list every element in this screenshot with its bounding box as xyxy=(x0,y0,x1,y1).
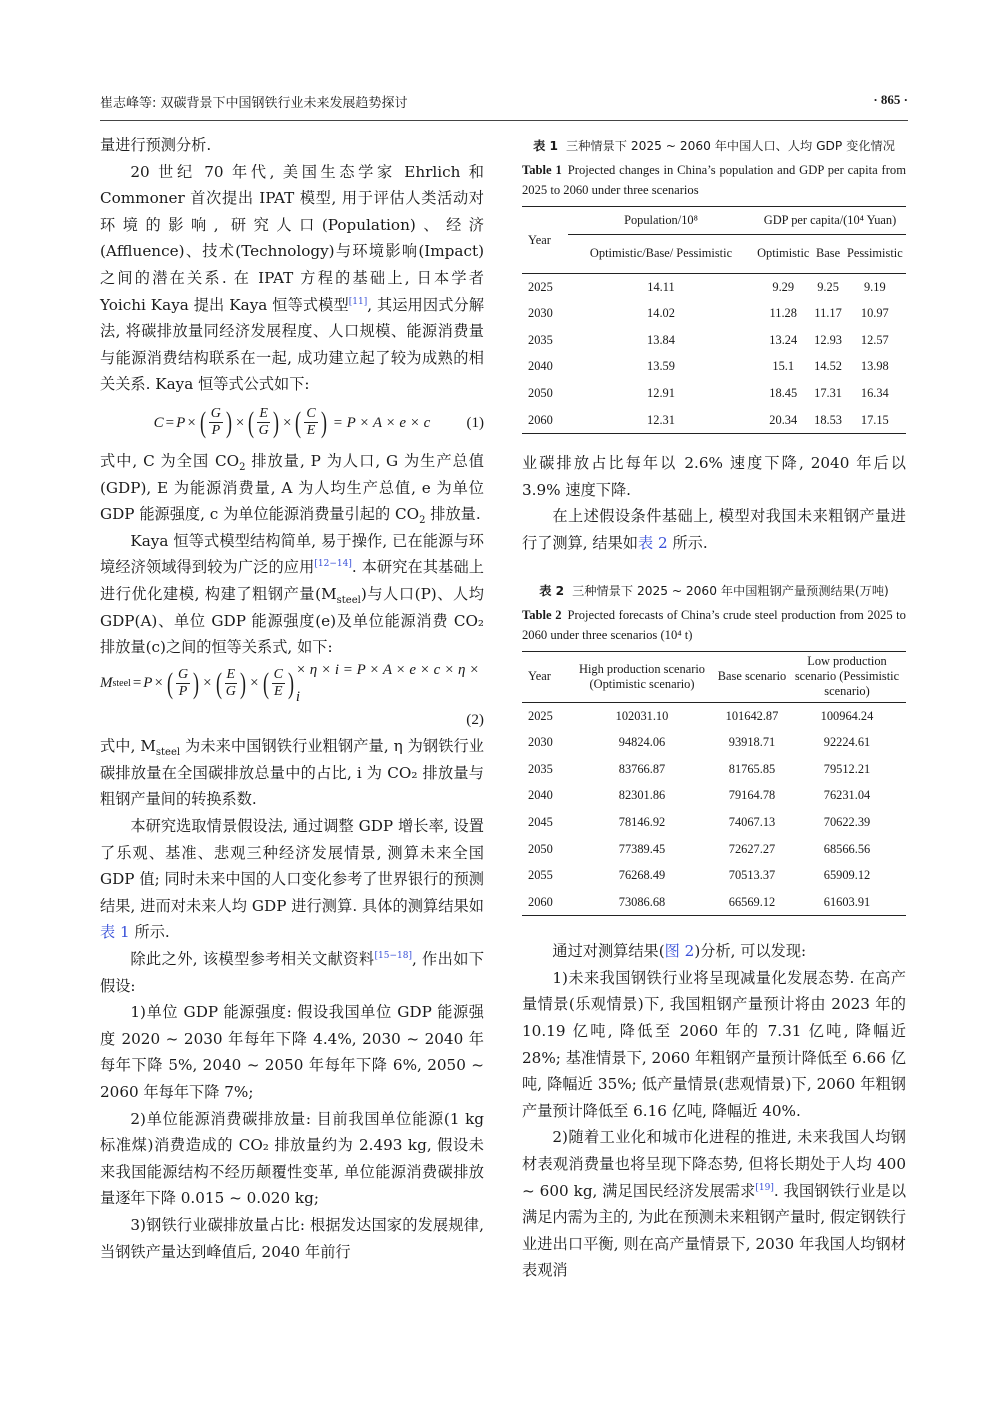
cell-population: 13.84 xyxy=(647,332,675,347)
text: . 我国钢铁行业是以满足内需为主的, 为此在预测未来粗钢产量时, 假定钢铁行业进出口平衡, 则在高产量情景下, 2030 年我国人均钢材表观消 xyxy=(522,1181,907,1280)
caption-label: Table 1 xyxy=(522,163,562,177)
text: 在上述假设条件基础上, 模型对我国未来粗钢产量进行了测算, 结果如 xyxy=(522,507,906,552)
cell-optimistic: 9.29 xyxy=(772,279,795,294)
running-header xyxy=(100,92,908,114)
paragraph: 量进行预测分析. xyxy=(100,136,212,154)
caption-text: 三种情景下 2025 ~ 2060 年中国粗钢产量预测结果(万吨) xyxy=(572,583,889,598)
caption-text: 三种情景下 2025 ~ 2060 年中国人口、人均 GDP 变化情况 xyxy=(566,139,895,153)
paragraph-eq2-explain xyxy=(100,733,484,813)
eq-rhs: = P × A × e × c xyxy=(332,414,431,431)
eq-operator: × xyxy=(187,414,196,431)
caption-text: Projected forecasts of China’s crude steel production from 2025 to 2060 under three scenarios (10⁴ t) xyxy=(522,607,906,642)
denominator: E xyxy=(306,423,316,439)
cell-year: 2040 xyxy=(528,788,553,803)
column-header-base: Base scenario xyxy=(717,669,787,684)
cell-pessimistic: 9.19 xyxy=(863,279,886,294)
paren-open: ( xyxy=(248,405,255,439)
cell-optimistic: 11.28 xyxy=(769,306,797,321)
eq-operator: × xyxy=(250,675,259,692)
cell-base: 14.52 xyxy=(814,359,843,374)
sub-header-base: Base xyxy=(816,246,841,261)
table-row xyxy=(522,273,906,300)
column-header-low: Low production scenario (Pessimistic scenario) xyxy=(794,654,900,699)
cell-base: 79164.78 xyxy=(728,788,776,803)
cell-low: 100964.24 xyxy=(820,708,874,723)
cell-year: 2050 xyxy=(528,841,553,856)
cell-low: 61603.91 xyxy=(823,894,871,909)
paren-open: ( xyxy=(295,405,302,439)
table-row xyxy=(522,889,906,916)
finding-2 xyxy=(522,1124,906,1284)
table-row xyxy=(522,756,906,783)
table-1-caption-en xyxy=(522,160,906,200)
subscript: steel xyxy=(155,747,181,759)
cell-low: 65909.12 xyxy=(823,868,871,883)
numerator: E xyxy=(226,667,236,683)
text: )与人口(P)、人均 GDP(A)、单位 GDP 能源强度(e)及单位能源消费 CO₂ 排放量(c)之间的恒等关系式, 如下: xyxy=(100,584,484,657)
cell-pessimistic: 12.57 xyxy=(860,332,889,347)
table-row xyxy=(522,702,906,729)
cell-high: 76268.49 xyxy=(618,868,666,883)
cell-pessimistic: 10.97 xyxy=(860,306,889,321)
paragraph xyxy=(522,938,906,965)
table-1 xyxy=(522,206,906,434)
sub-header-optimistic: Optimistic xyxy=(757,246,810,261)
table-1-link[interactable]: 表 1 xyxy=(100,923,130,942)
cell-low: 68566.56 xyxy=(823,841,871,856)
table-row xyxy=(522,327,906,354)
table-2-link[interactable]: 表 2 xyxy=(637,533,668,552)
paragraph-ipat xyxy=(100,159,484,398)
eq-operator: × xyxy=(282,414,292,431)
text: Kaya 恒等式模型结构简单, 易于操作, 已在能源与环境经济领域得到较为广泛的应用 xyxy=(100,531,484,577)
cell-optimistic: 13.24 xyxy=(769,332,798,347)
eq-operator: × xyxy=(235,414,245,431)
table-2 xyxy=(522,651,906,917)
equation-number: (1) xyxy=(466,414,484,431)
eq-operator: = xyxy=(165,414,175,431)
numerator: G xyxy=(210,406,221,422)
paren-close: ) xyxy=(225,405,232,439)
column-header-high: High production scenario (Optimistic scenario) xyxy=(579,661,705,691)
text: )分析, 可以发现: xyxy=(694,942,807,961)
cell-base: 66569.12 xyxy=(728,894,776,909)
cell-year: 2045 xyxy=(528,814,553,829)
text: 本研究选取情景假设法, 通过调整 GDP 增长率, 设置了乐观、基准、悲观三种经济发展情景, 测算未来全国 GDP 值; 同时未来中国的人口变化参考了世界银行的预测结果, 进而对未来人均 GDP 进行测算. 具体的测算结果如 xyxy=(100,817,484,915)
column-header-population: Population/10⁸ xyxy=(568,207,754,235)
citation-link[interactable]: [12−14] xyxy=(314,559,352,570)
cell-year: 2050 xyxy=(528,385,553,400)
cell-base: 12.93 xyxy=(814,332,843,347)
cell-base: 72627.27 xyxy=(728,841,776,856)
denominator: P xyxy=(178,684,188,700)
subscript: steel xyxy=(336,594,361,606)
cell-low: 92224.61 xyxy=(823,735,871,750)
citation-link[interactable]: [15−18] xyxy=(374,951,412,962)
table-row xyxy=(522,353,906,380)
eq-operator: = xyxy=(132,675,142,692)
text: 式中, M xyxy=(100,737,156,756)
paragraph xyxy=(522,503,906,556)
sub-header-pessimistic: Pessimistic xyxy=(846,246,903,261)
table-row xyxy=(522,380,906,407)
paren-close: ) xyxy=(287,666,294,700)
paren-open: ( xyxy=(262,666,269,700)
paren-close: ) xyxy=(320,405,327,439)
table-row xyxy=(522,300,906,327)
finding-1: 1)未来我国钢铁行业将呈现减量化发展态势. 在高产量情景(乐观情景)下, 我国粗钢产量预计将由 2023 年的 10.19 亿吨, 降低至 2060 年的 7.31 亿吨, 降幅近 28%; 基准情景下, 2060 年粗钢产量预计降低至 6.66 亿吨, 降幅近 35%; 低产量情景(悲观情景)下, 2060 年粗钢产量预计降低至 6.16 亿吨, 降幅近 40%. xyxy=(522,968,906,1120)
left-column xyxy=(100,132,484,1265)
cell-high: 82301.86 xyxy=(618,788,666,803)
numerator: G xyxy=(177,667,189,683)
caption-text: Projected changes in China’s population and GDP per capita from 2025 to 2060 under three scenarios xyxy=(522,163,906,197)
assumption-3: 3)钢铁行业碳排放量占比: 根据发达国家的发展规律, 当钢铁产量达到峰值后, 2040 年前行 xyxy=(100,1215,484,1261)
cell-pessimistic: 17.15 xyxy=(860,412,889,427)
cell-optimistic: 15.1 xyxy=(772,359,795,374)
eq-symbol: C xyxy=(153,414,164,431)
table-row xyxy=(522,862,906,889)
paren-close: ) xyxy=(193,666,200,700)
text: 除此之外, 该模型参考相关文献资料 xyxy=(130,950,375,969)
fraction xyxy=(176,667,190,700)
cell-year: 2040 xyxy=(528,359,553,374)
subscript: 2 xyxy=(239,461,246,473)
denominator: E xyxy=(273,684,283,700)
eq-symbol: P xyxy=(143,675,153,692)
column-header-year: Year xyxy=(528,669,551,684)
numerator: C xyxy=(273,667,283,683)
text: 式中, C 为全国 CO xyxy=(100,451,240,470)
fraction xyxy=(209,406,223,439)
assumption-1: 1)单位 GDP 能源强度: 假设我国单位 GDP 能源强度 2020 ~ 2030 年每年下降 4.4%, 2030 ~ 2040 年每年下降 5%, 2040 ~ 2050 年每年下降 6%, 2050 ~ 2060 年每年下降 7%; xyxy=(100,1003,484,1101)
sub-header-population: Optimistic/Base/ Pessimistic xyxy=(589,246,733,261)
eq-symbol: M xyxy=(100,675,113,692)
cell-optimistic: 18.45 xyxy=(769,385,798,400)
denominator: P xyxy=(211,423,221,439)
subscript: 2 xyxy=(419,515,426,527)
cell-year: 2030 xyxy=(528,306,553,321)
text: . 本研究在其基础上进行优化建模, 构建了粗钢产量(M xyxy=(100,558,484,603)
cell-pessimistic: 13.98 xyxy=(860,359,889,374)
cell-year: 2025 xyxy=(528,279,553,294)
cell-year: 2060 xyxy=(528,894,553,909)
cell-base: 70513.37 xyxy=(728,868,776,883)
cell-high: 77389.45 xyxy=(618,841,666,856)
equation-1 xyxy=(100,398,484,448)
eq-rhs: × η × i = P × A × e × c × η × i xyxy=(295,662,480,705)
caption-label: 表 2 xyxy=(539,583,565,598)
paren-open: ( xyxy=(199,405,206,439)
cell-year: 2060 xyxy=(528,412,553,427)
fraction xyxy=(225,667,238,700)
cell-pessimistic: 16.34 xyxy=(860,385,889,400)
cell-population: 13.59 xyxy=(647,359,675,374)
eq-symbol: P xyxy=(176,414,186,431)
cell-base: 17.31 xyxy=(814,385,843,400)
fraction xyxy=(304,406,317,439)
cell-base: 11.17 xyxy=(814,306,842,321)
cell-base: 74067.13 xyxy=(728,814,776,829)
cell-year: 2055 xyxy=(528,868,553,883)
citation-link[interactable]: [11] xyxy=(348,296,368,307)
cell-optimistic: 20.34 xyxy=(769,412,798,427)
table-2-caption-en xyxy=(522,605,906,645)
denominator: G xyxy=(258,423,269,439)
header-rule xyxy=(100,120,908,121)
paragraph-scenarios xyxy=(100,813,484,946)
citation-link[interactable]: [19] xyxy=(755,1182,774,1193)
text: 排放量, P 为人口, G 为生产总值(GDP), E 为能源消费量, A 为人均生产总值, e 为单位 GDP 能源强度, c 为单位能源消费量引起的 CO xyxy=(100,451,484,524)
table-2-caption-cn xyxy=(522,581,906,601)
cell-population: 12.91 xyxy=(647,385,675,400)
running-title: 崔志峰等: 双碳背景下中国钢铁行业未来发展趋势探讨 xyxy=(100,96,408,111)
cell-low: 79512.21 xyxy=(823,761,871,776)
table-row xyxy=(522,729,906,756)
eq-operator: × xyxy=(154,675,163,692)
caption-label: 表 1 xyxy=(533,139,559,153)
cell-population: 14.02 xyxy=(647,306,675,321)
cell-year: 2035 xyxy=(528,332,553,347)
paren-close: ) xyxy=(272,405,279,439)
cell-year: 2025 xyxy=(528,708,553,723)
paragraph-kaya xyxy=(100,528,484,661)
cell-base: 9.25 xyxy=(817,279,839,294)
table-row xyxy=(522,407,906,434)
text: 20 世纪 70 年代, 美国生态学家 Ehrlich 和 Commoner 首次提出 IPAT 模型, 用于评估人类活动对环境的影响, 研究人口(Population)、经济(Affluence)、技术(Technology)与环境影响(Impact)之间的潜在关系. 在 IPAT 方程的基础上, 日本学者 Yoichi Kaya 提出 Kaya 恒等式模型 xyxy=(100,162,484,314)
paragraph-eq1-explain xyxy=(100,448,484,528)
text: 排放量. xyxy=(425,505,481,524)
cell-base: 81765.85 xyxy=(728,761,776,776)
numerator: E xyxy=(259,406,268,422)
figure-2-link[interactable]: 图 2 xyxy=(664,942,695,961)
cell-base: 18.53 xyxy=(814,412,843,427)
fraction xyxy=(272,667,285,700)
text: 通过对测算结果( xyxy=(552,942,665,961)
right-column xyxy=(522,132,906,1284)
table-row xyxy=(522,809,906,836)
cell-base: 93918.71 xyxy=(728,735,776,750)
column-header-gdp: GDP per capita/(10⁴ Yuan) xyxy=(754,207,906,235)
cell-population: 14.11 xyxy=(647,279,675,294)
page-number: · 865 · xyxy=(873,92,908,107)
text: , 其运用因式分解法, 将碳排放量同经济发展程度、人口规模、能源消费量与能源消费结构联系在一起, 成功建立起了较为成熟的相关关系. Kaya 恒等式公式如下: xyxy=(100,295,485,394)
assumption-2: 2)单位能源消费碳排放量: 目前我国单位能源(1 kg 标准煤)消费造成的 CO₂ 排放量约为 2.493 kg, 假设未来我国能源结构不经历颠覆性变革, 单位能源消费碳排放量逐年下降 0.015 ~ 0.020 kg; xyxy=(100,1109,484,1208)
cell-high: 102031.10 xyxy=(615,708,669,723)
table-1-caption-cn xyxy=(522,136,906,156)
eq-operator: × xyxy=(203,675,212,692)
equation-2: M steel = P × ( $\frac{G}{P}$ ) × ( $\frac{E}{G}$ ) × ( $\frac{C}{E}$ ) × η × i = P × A × e × c × η × i xyxy=(100,661,484,707)
cell-low: 76231.04 xyxy=(823,788,871,803)
cell-year: 2035 xyxy=(528,761,553,776)
cell-high: 78146.92 xyxy=(618,814,666,829)
numerator: C xyxy=(306,406,316,422)
cell-high: 94824.06 xyxy=(618,735,666,750)
paren-open: ( xyxy=(166,666,173,700)
paren-open: ( xyxy=(215,666,222,700)
text: , 作出如下假设: xyxy=(100,950,485,995)
cell-year: 2030 xyxy=(528,735,553,750)
table-row xyxy=(522,836,906,863)
paren-close: ) xyxy=(240,666,247,700)
cell-high: 73086.68 xyxy=(618,894,666,909)
text: 所示. xyxy=(129,923,170,942)
table-row xyxy=(522,782,906,809)
cell-low: 70622.39 xyxy=(823,814,871,829)
paragraph: 业碳排放占比每年以 2.6% 速度下降, 2040 年后以 3.9% 速度下降. xyxy=(522,454,906,499)
cell-population: 12.31 xyxy=(647,412,675,427)
cell-base: 101642.87 xyxy=(725,708,779,723)
caption-label: Table 2 xyxy=(522,607,562,622)
cell-high: 83766.87 xyxy=(618,761,666,776)
text: 为未来中国钢铁行业粗钢产量, η 为钢铁行业碳排放量在全国碳排放总量中的占比, i 为 CO₂ 排放量与粗钢产量间的转换系数. xyxy=(100,737,484,809)
denominator: G xyxy=(225,684,236,700)
fraction xyxy=(257,406,270,439)
text: 所示. xyxy=(667,533,708,552)
column-header-year: Year xyxy=(522,207,568,274)
paragraph-assumptions xyxy=(100,946,484,999)
equation-number: (2) xyxy=(466,710,484,728)
text: 2)随着工业化和城市化进程的推进, 未来我国人均钢材表观消费量也将呈现下降态势, 但将长期处于人均 400 ~ 600 kg, 满足国民经济发展需求 xyxy=(522,1128,906,1200)
